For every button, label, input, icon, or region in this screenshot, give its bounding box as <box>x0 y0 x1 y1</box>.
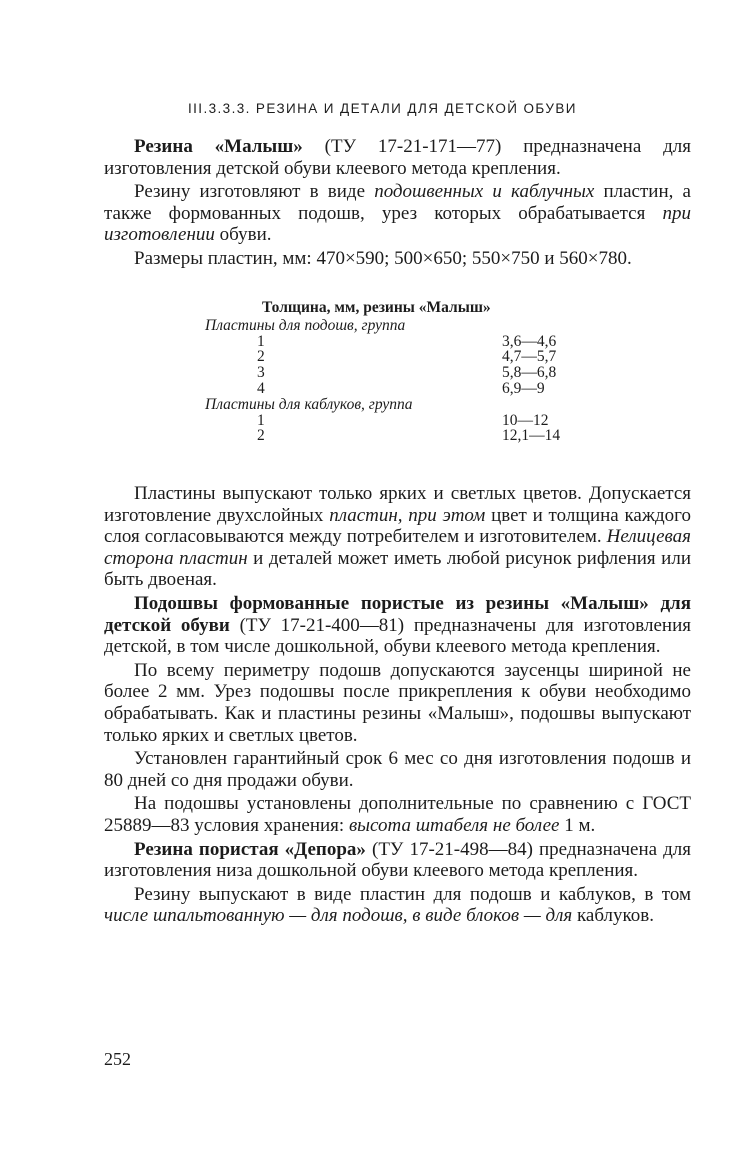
italic-text: высота штабеля не более <box>348 814 560 836</box>
paragraph-text: Резину изготовляют в виде <box>134 181 375 202</box>
term-soles: Подошвы формованные пористые из резины «Малыш» для детской обуви <box>104 592 691 636</box>
paragraph-text: пластин, а также формованных подошв, урез которых обрабатывается <box>104 181 691 224</box>
paragraph-text: 1 м. <box>559 814 596 836</box>
italic-text: при изготовлении <box>104 202 691 245</box>
paragraph-text: Резину выпускают в виде пластин для подошв и каблуков, в том <box>134 883 691 905</box>
table-group-heels: Пластины для каблуков, группа <box>205 395 413 413</box>
section-header: III.3.3.3. РЕЗИНА И ДЕТАЛИ ДЛЯ ДЕТСКОЙ ОБУВИ <box>188 101 577 116</box>
table-group-soles: Пластины для подошв, группа <box>205 316 406 334</box>
paragraph-text: (ТУ 17-21-498—84) предназначена для изготовления низа дошкольной обуви клеевого метода крепления. <box>104 838 691 882</box>
term-depora: Резина пористая «Депора» <box>134 838 366 860</box>
table-row <box>205 428 585 444</box>
italic-text: Нелицевая сторона пластин <box>104 526 691 569</box>
table-title: Толщина, мм, резины «Малыш» <box>262 299 491 316</box>
paragraph-text: Пластины выпускают только ярких и светлых цветов. Допускается изготовление двухслойных <box>104 483 691 526</box>
paragraph-text: каблуков. <box>572 905 655 927</box>
thickness-value: 4,7—5,7 <box>502 348 557 366</box>
page-number: 252 <box>104 1049 131 1069</box>
table-row <box>205 365 585 381</box>
body-text-bottom <box>104 483 691 929</box>
paragraph-storage <box>104 793 691 836</box>
table-row <box>205 413 585 429</box>
paragraph-text: (ТУ 17-21-400—81) предназначены для изготовления детской, в том числе дошкольной, обуви клеевого метода крепления. <box>104 614 691 658</box>
thickness-value: 3,6—4,6 <box>502 332 557 350</box>
paragraph-soles <box>104 593 691 658</box>
group-number: 2 <box>257 348 265 366</box>
italic-text: числе шпальтованную — для подошв, в виде блоков — для <box>104 905 573 927</box>
italic-text: пластин, при этом <box>329 504 486 526</box>
group-number: 4 <box>257 379 265 397</box>
thickness-value: 12,1—14 <box>502 427 561 445</box>
paragraph-warranty: Установлен гарантийный срок 6 мес со дня изготовления подошв и 80 дней со дня продажи обуви. <box>104 748 691 791</box>
thickness-table <box>205 300 585 444</box>
paragraph-text: На подошвы установлены дополнительные по сравнению с ГОСТ 25889—83 условия хранения: <box>104 793 691 836</box>
paragraph-plates <box>104 181 691 246</box>
paragraph-text: и деталей может иметь любой рисунок рифления или быть двоеная. <box>104 547 691 591</box>
group-number: 1 <box>257 411 265 429</box>
term-malysh: Резина «Малыш» <box>134 136 303 157</box>
paragraph-text: (ТУ 17-21-171—77) предназначена для изготовления детской обуви клеевого метода крепления. <box>104 136 692 179</box>
thickness-value: 5,8—6,8 <box>502 364 557 382</box>
table-row <box>205 334 585 350</box>
paragraph-depora-forms <box>104 884 691 927</box>
paragraph-depora <box>104 839 691 882</box>
group-number: 2 <box>257 427 265 445</box>
table-row <box>205 349 585 365</box>
body-text-top <box>104 136 691 295</box>
paragraph-perimeter: По всему периметру подошв допускаются заусенцы шириной не более 2 мм. Урез подошвы после прикрепления к обуви необходимо обрабатывать. Как и пластины резины «Малыш», подошвы выпускают только ярких и светлых цветов. <box>104 659 691 746</box>
group-number: 3 <box>257 364 265 382</box>
paragraph-malysh-intro <box>104 136 691 179</box>
paragraph-text: цвет и толщина каждого слоя согласовываются между потребителем и изготовителем. <box>104 504 691 548</box>
thickness-value: 10—12 <box>502 411 549 429</box>
group-number: 1 <box>257 332 265 350</box>
paragraph-colors <box>104 483 691 591</box>
italic-text: подошвенных и каблучных <box>374 181 595 202</box>
paragraph-sizes: Размеры пластин, мм: 470×590; 500×650; 550×750 и 560×780. <box>134 247 632 269</box>
paragraph-text: обуви. <box>214 224 272 245</box>
thickness-value: 6,9—9 <box>502 379 545 397</box>
table-row <box>205 381 585 397</box>
